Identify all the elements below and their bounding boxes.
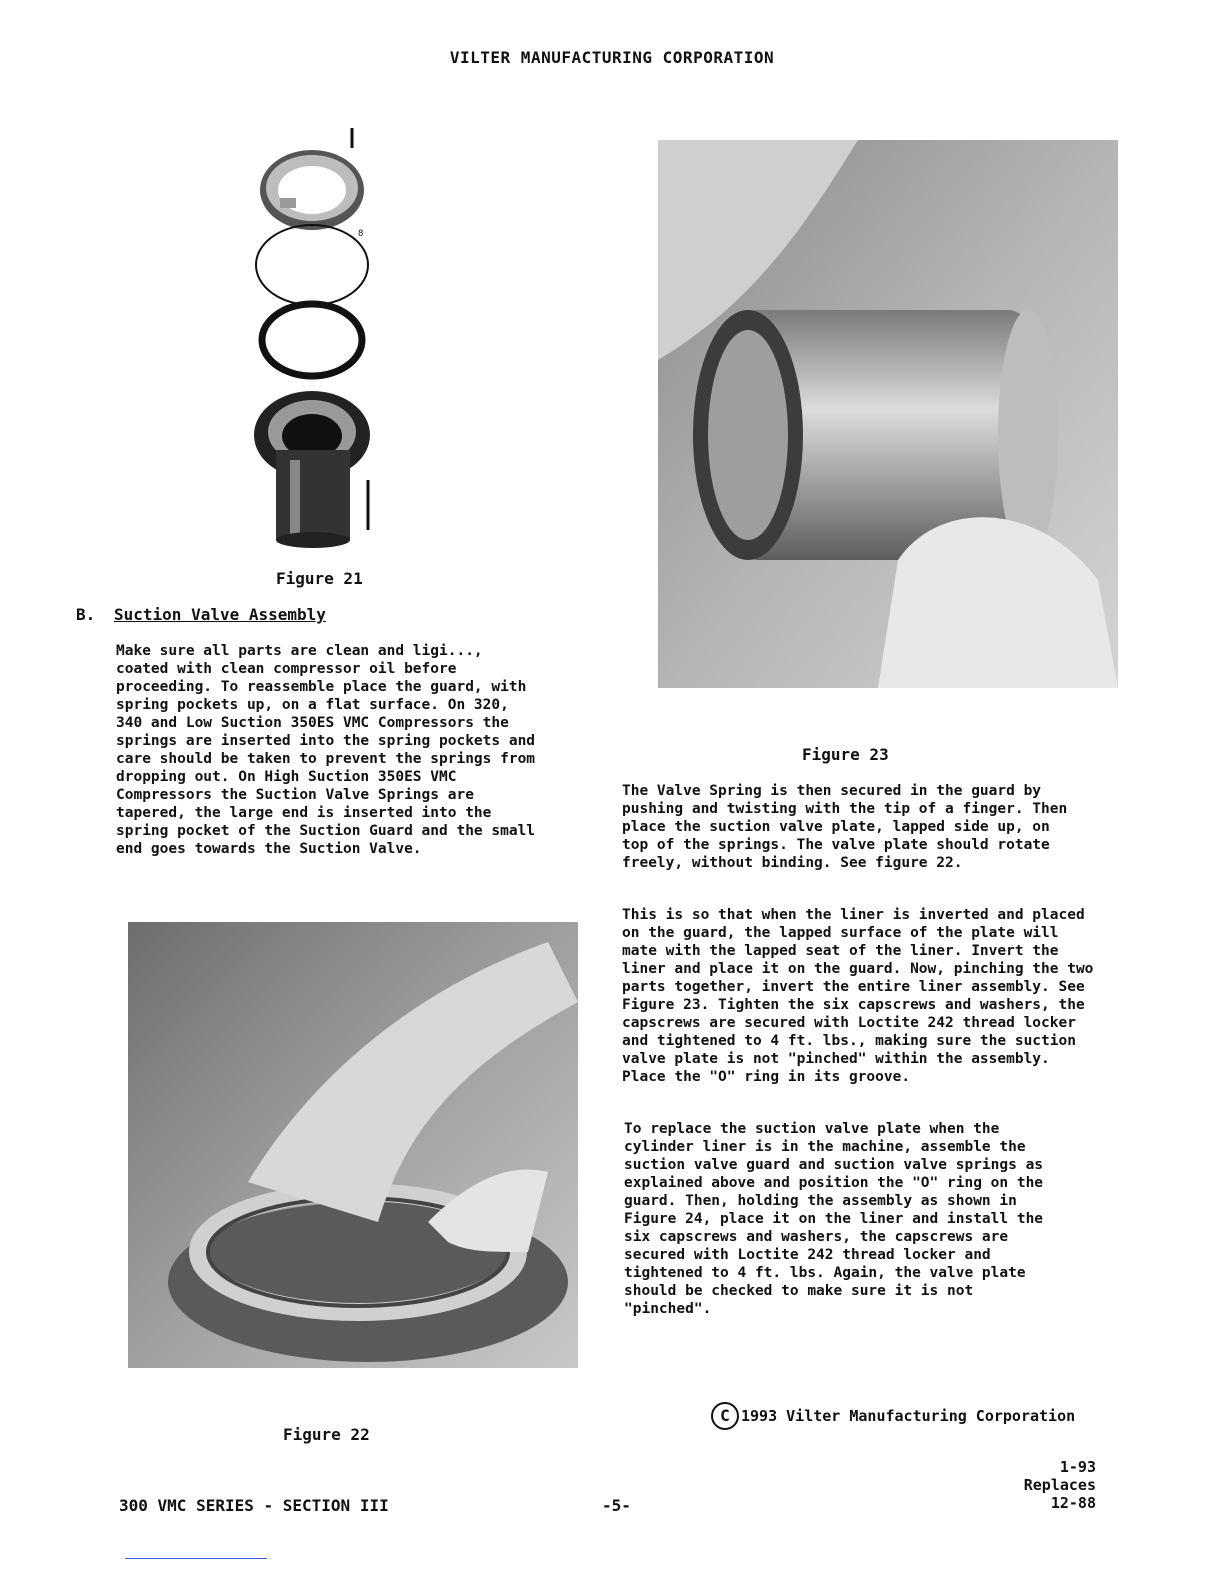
figure-22-caption: Figure 22	[283, 1425, 370, 1444]
figure-21-caption: Figure 21	[276, 569, 363, 588]
section-title: Suction Valve Assembly	[114, 605, 326, 624]
page-header: VILTER MANUFACTURING CORPORATION	[449, 48, 775, 67]
figure-23-photo	[658, 140, 1118, 688]
replaces-label: Replaces	[1023, 1476, 1096, 1494]
footer-series: 300 VMC SERIES - SECTION III	[119, 1496, 389, 1515]
section-body-paragraph: Make sure all parts are clean and ligi..., coated with clean compressor oil before proceeding. To reassemble place the guard, with spring pockets up, on a flat surface. On 320, 340 and Low Suction 350ES VMC Compressors the springs are inserted into the spring pockets and care should be taken to prevent the springs from dropping out. On High Suction 350ES VMC Compressors the Suction Valve Springs are tapered, the large end is inserted into the spring pocket of the Suction Guard and the small end goes towards the Suction Valve.	[116, 643, 536, 857]
revision-block	[960, 1458, 1096, 1512]
figure-22-photo	[128, 922, 578, 1368]
copyright-notice	[711, 1402, 1075, 1430]
right-paragraph-1: The Valve Spring is then secured in the guard by pushing and twisting with the tip of a finger. Then place the suction valve plate, lapped side up, on top of the springs. The valve plate should rotate freely, without binding. See figure 22.	[622, 783, 1068, 871]
copyright-symbol-icon: C	[711, 1402, 739, 1430]
divider-line	[125, 1558, 267, 1559]
figure-21-sublabel: 8	[358, 229, 364, 239]
figure-23-caption: Figure 23	[802, 745, 889, 764]
section-letter: B.	[76, 605, 96, 624]
figure-21-illustration	[240, 120, 390, 570]
copyright-text: 1993 Vilter Manufacturing Corporation	[741, 1407, 1076, 1425]
replaces-date: 12-88	[1050, 1494, 1096, 1512]
revision-date: 1-93	[1059, 1458, 1096, 1476]
right-paragraph-3: To replace the suction valve plate when the cylinder liner is in the machine, assemble the suction valve guard and suction valve springs as explained above and position the "O" ring on the guard. Then, holding the assembly as shown in Figure 24, place it on the liner and install the six capscrews and washers, the capscrews are secured with Loctite 242 thread locker and tightened to 4 ft. lbs. Again, the valve plate should be checked to make sure it is not "pinched".	[624, 1121, 1044, 1317]
page-number: -5-	[602, 1496, 631, 1515]
right-paragraph-2: This is so that when the liner is inverted and placed on the guard, the lapped surface of the plate will mate with the lapped seat of the liner. Invert the liner and place it on the guard. Now, pinching the two parts together, invert the entire liner assembly. See Figure 23. Tighten the six capscrews and washers, the capscrews are secured with Loctite 242 thread locker and tightened to 4 ft. lbs., making sure the suction valve plate is not "pinched" within the assembly. Place the "O" ring in its groove.	[622, 907, 1094, 1085]
